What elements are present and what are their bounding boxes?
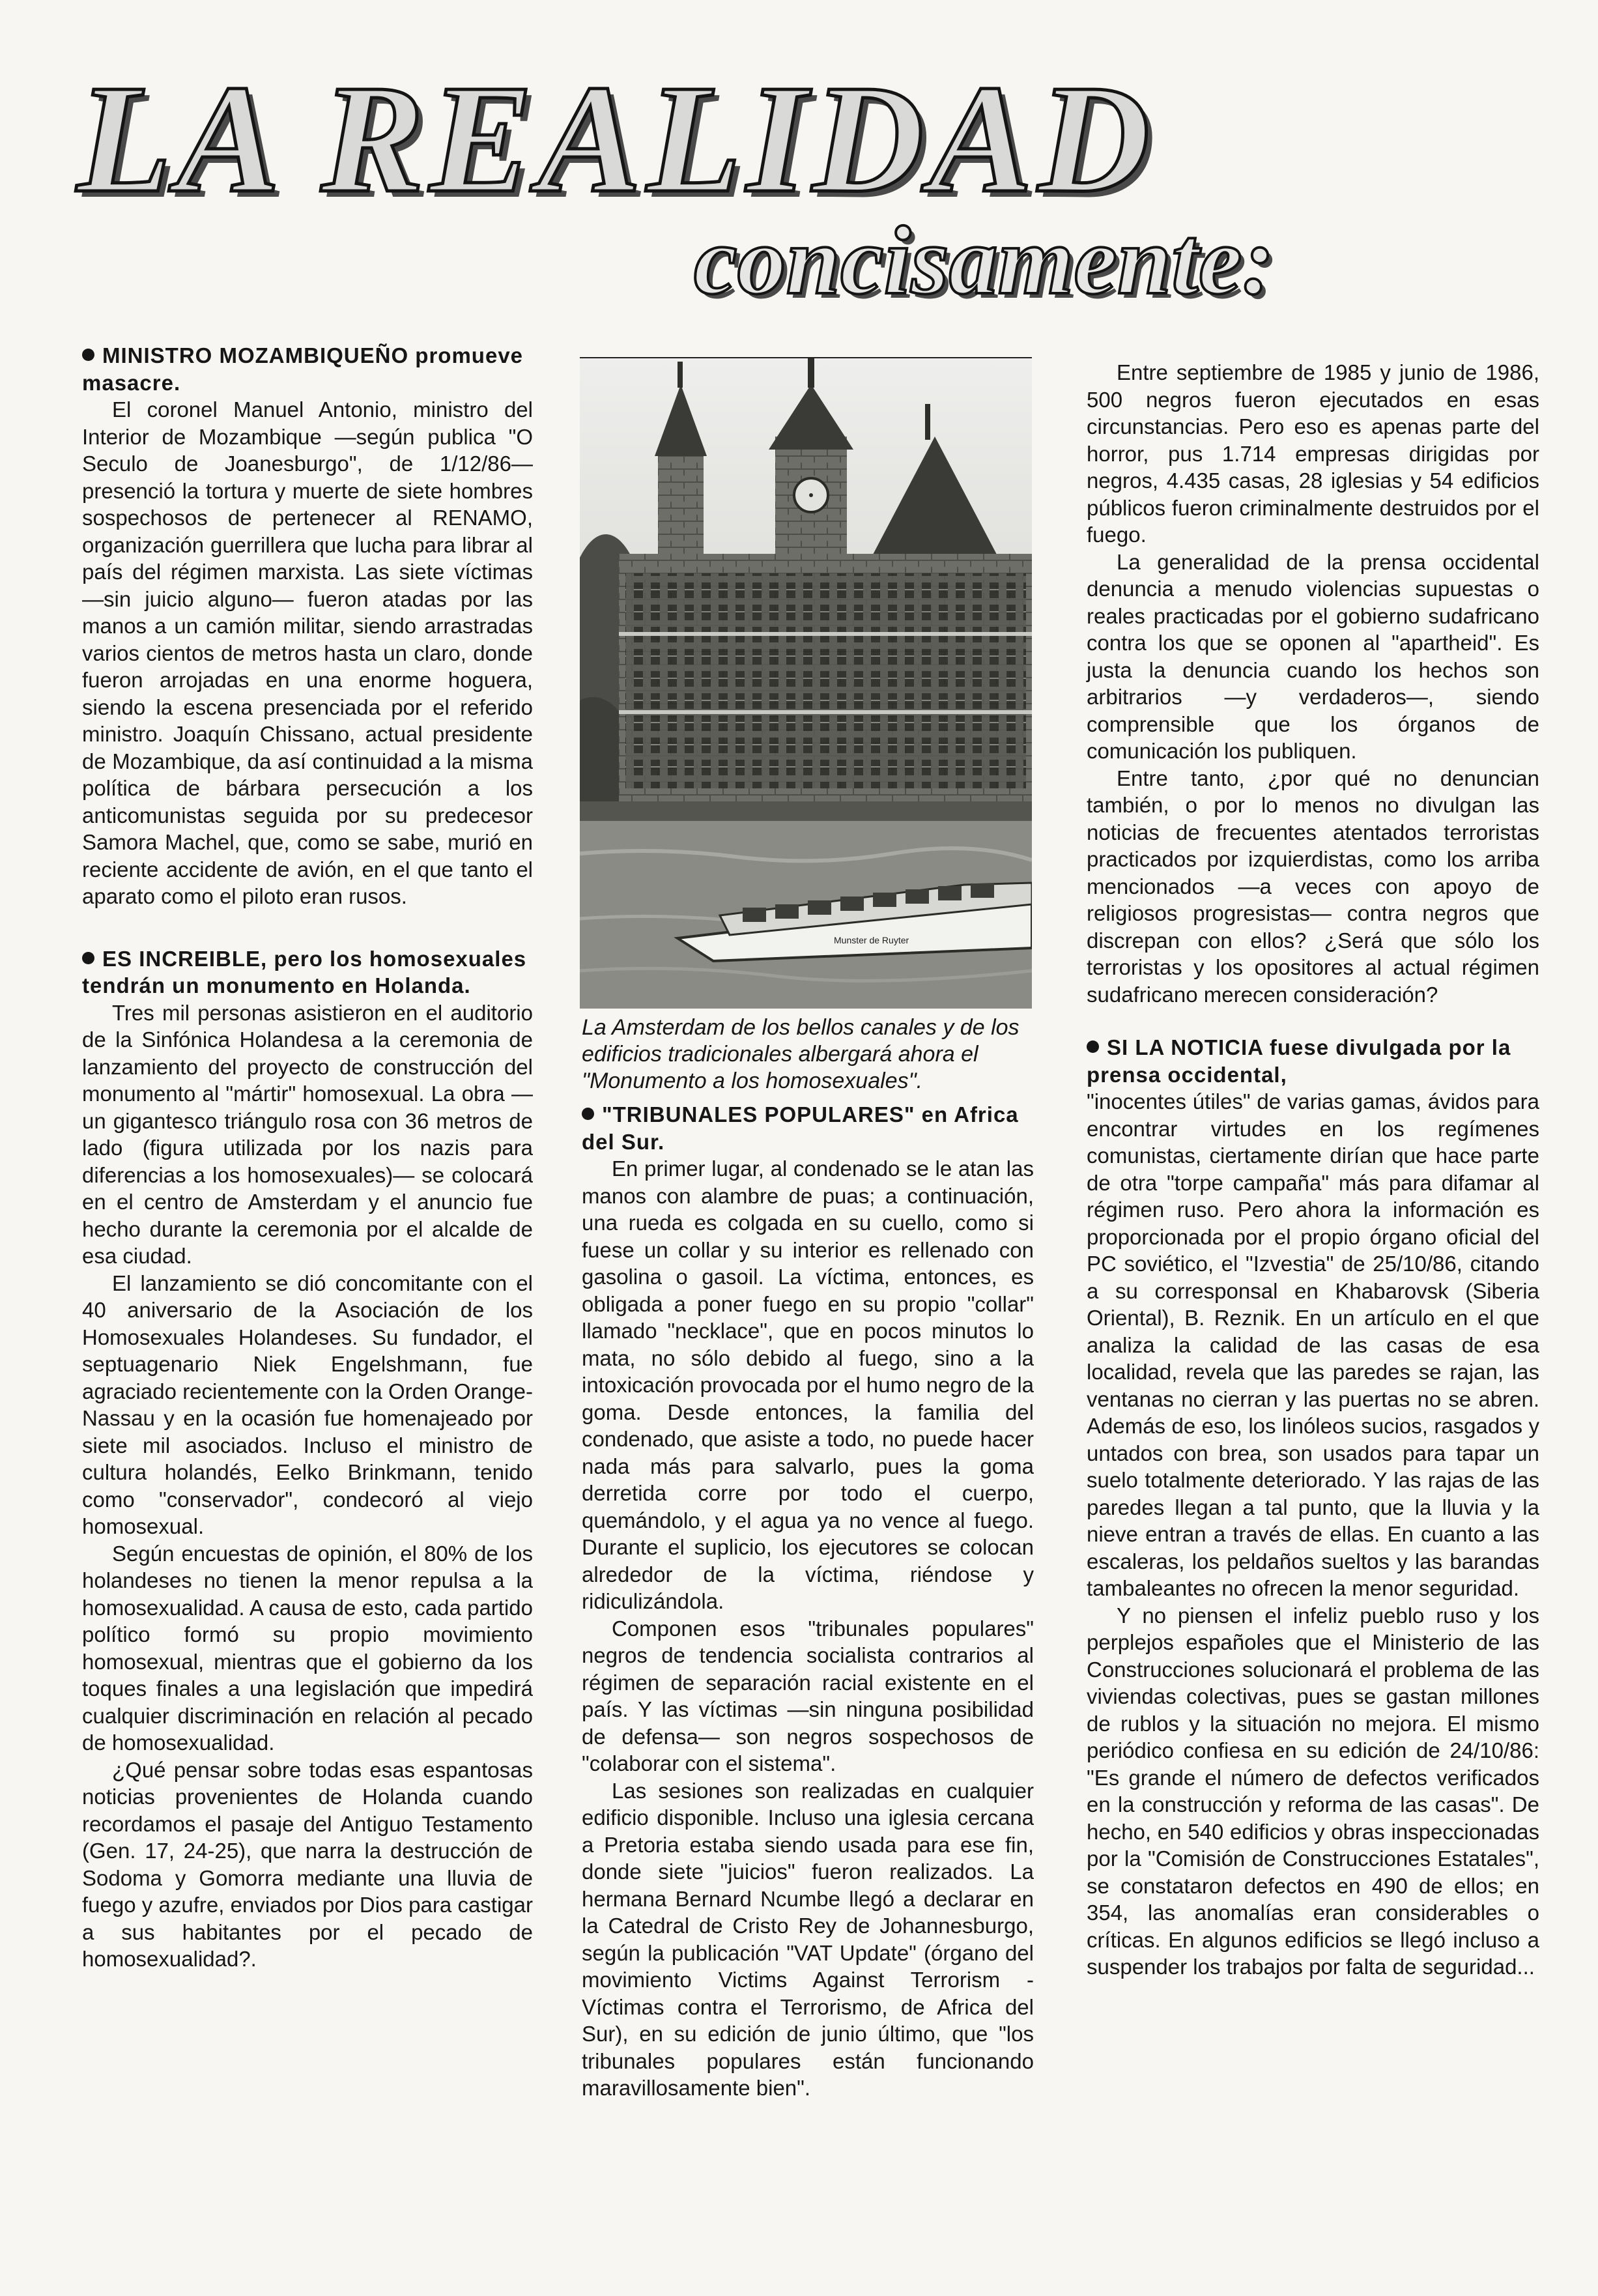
article-heading-mozambique: MINISTRO MOZAMBIQUEÑO promueve masacre. [82, 343, 524, 395]
article-heading-tribunales: "TRIBUNALES POPULARES" en Africa del Sur. [582, 1102, 1019, 1154]
article-paragraph: ¿Qué pensar sobre todas esas espantosas noticias provenientes de Holanda cuando recordamos el pasaje del Antiguo Testamento (Gen. 17, 24-25), que narra la destrucción de Sodoma y Gomorra mediante una lluvia de fuego y azufre, enviados por Dios para castigar a sus habitantes por el pecado de homosexualidad?. [82, 1757, 533, 1971]
article-paragraph: Las sesiones son realizadas en cualquier edificio disponible. Incluso una iglesia cercana a Pretoria estaba siendo usada para ese fin, donde siete "juicios" fueron realizados. La hermana Bernard Ncumbe llegó a declarar en la Catedral de Cristo Rey de Johannesburgo, según la publicación "VAT Update" (órgano del movimiento Victims Against Terrorism - Víctimas contra el Terrorismo, de Africa del Sur), en su edición de junio último, que "los tribunales populares están funcionando maravillosamente bien". [582, 1778, 1034, 2100]
column-left [82, 342, 533, 1973]
column-right [1087, 359, 1539, 1981]
article-paragraph: El lanzamiento se dió concomitante con el 40 aniversario de la Asociación de los Homosexuales Holandeses. Su fundador, el septuagenario Niek Engelshmann, fue agraciado recientemente con la Orden Orange-Nassau y en la ocasión fue homenajeado por siete mil asociados. Incluso el ministro de cultura holandés, Eelko Brinkmann, tenido como "conservador", condecoró al viejo homosexual. [82, 1270, 533, 1538]
boat-label: Munster de Ruyter [834, 935, 909, 945]
column-middle [582, 1101, 1034, 2102]
article-paragraph: En primer lugar, al condenado se le atan las manos con alambre de puas; a continuación, una rueda es colgada en su cuello, como si fuese un collar y su interior es rellenado con gasolina o gasoil. La víctima, entonces, es obligada a poner fuego en su propio "collar" llamado "necklace", que en pocos minutos lo mata, no sólo debido al fuego, sino a la intoxicación provocada por el humo negro de la goma. Desde entonces, la familia del condenado, que asiste a todo, no puede hacer nada más para salvarlo, pues la goma derretida corre por todo el cuerpo, quemándolo, y el agua ya no vence al fuego. Durante el suplicio, los ejecutores se colocan alrededor de la víctima, riéndose y ridiculizándola. [582, 1156, 1034, 1613]
article-paragraph: Según encuestas de opinión, el 80% de los holandeses no tienen la menor repulsa a la homosexualidad. A causa de esto, cada partido político formó su propio movimiento homosexual, mientras que el gobierno da los toques finales a una legislación que impedirá cualquier discriminación en relación al pecado de homosexualidad. [82, 1541, 533, 1755]
page-subtitle: concisamente: [694, 207, 1275, 315]
article-heading-noticia: SI LA NOTICIA fuese divulgada por la prensa occidental, [1087, 1035, 1511, 1087]
article-paragraph: La generalidad de la prensa occidental denuncia a menudo violencias supuestas o reales practicadas por el gobierno sudafricano contra los que se oponen al "apartheid". Es justa la denuncia cuando los hechos son arbitrarios —y verdaderos—, siendo comprensible que los órganos de comunicación los publiquen. [1087, 549, 1539, 763]
amsterdam-station-illustration [580, 358, 1032, 1009]
bullet-icon [82, 349, 94, 361]
article-paragraph: "inocentes útiles" de varias gamas, ávidos para encontrar virtudes en los regímenes comunistas, ciertamente dirían que hace parte de otra "torpe campaña" más para difamar al régimen ruso. Pero ahora la información es proporcionada por el propio órgano oficial del PC soviético, el "Izvestia" de 25/10/86, citando a su corresponsal en Khabarovsk (Siberia Oriental), B. Reznik. En un artículo en el que analiza la calidad de las casas de esa localidad, revela que las paredes se rajan, las ventanas no cierran y las puertas no se abren. Además de eso, los linóleos sucios, rasgados y untados con brea, son usados para tapar un suelo totalmente deteriorado. Y las rajas de las paredes llegan a tal punto, que la lluvia y la nieve entran a través de ellas. En cuanto a las escaleras, los peldaños sueltos y las barandas tambaleantes no ofrecen la menor seguridad. [1087, 1089, 1539, 1600]
article-paragraph: Componen esos "tribunales populares" negros de tendencia socialista contrarios al régimen de separación racial existente en el país. Y las víctimas —sin ninguna posibilidad de defensa— son negros sospechosos de "colaborar con el sistema". [582, 1616, 1034, 1775]
photo-caption: La Amsterdam de los bellos canales y de los edificios tradicionales albergará ahora el "Monumento a los homosexuales". [582, 1015, 1020, 1093]
bullet-icon [82, 952, 94, 964]
page-title: LA REALIDAD [77, 53, 1156, 225]
article-paragraph: Y no piensen el infeliz pueblo ruso y los perplejos españoles que el Ministerio de las Construcciones solucionará el problema de las viviendas colectivas, pues se gastan millones de rublos y la situación no mejora. El mismo periódico confiesa en su edición de 24/10/86: "Es grande el número de defectos verificados en la construcción y reforma de las casas". De hecho, en 540 edificios y obras inspeccionadas por la "Comisión de Construcciones Estatales", se constataron defectos en 490 de ellos; en 354, las anomalías eran considerables o críticas. En algunos edificios se llegó incluso a suspender los trabajos por falta de seguridad... [1087, 1603, 1539, 1979]
article-paragraph: El coronel Manuel Antonio, ministro del Interior de Mozambique —según publica "O Seculo de Joanesburgo", de 1/12/86— presenció la tortura y muerte de siete hombres sospechosos de pertenecer al RENAMO, organización guerrillera que lucha para librar al país del régimen marxista. Las siete víctimas —sin juicio alguno— fueron atadas por las manos a un camión militar, siendo arrastradas varios cientos de metros hasta un claro, donde fueron arrojadas en una enorme hoguera, siendo la escena presenciada por el referido ministro. Joaquín Chissano, actual presidente de Mozambique, da así continuidad a la misma política de bárbara persecución a los anticomunistas seguida por su predecesor Samora Machel, que, como se sabe, murió en reciente accidente de avión, en el que tanto el aparato como el piloto eran rusos. [82, 397, 533, 908]
bullet-icon [1087, 1040, 1099, 1053]
article-paragraph: Entre tanto, ¿por qué no denuncian también, o por lo menos no divulgan las noticias de frecuentes atentados terroristas practicados por izquierdistas, como los arriba mencionados —a veces con apoyo de religiosos progresistas— contra negros que discrepan con ellos? ¿Será que sólo los terroristas y los opositores al actual régimen sudafricano merecen consideración? [1087, 766, 1539, 1007]
bullet-icon [582, 1108, 594, 1120]
article-heading-holanda: ES INCREIBLE, pero los homosexuales tendrán un monumento en Holanda. [82, 946, 527, 997]
article-paragraph: Entre septiembre de 1985 y junio de 1986, 500 negros fueron ejecutados en esas circunstancias. Pero eso es apenas parte del horror, pus 1.714 empresas dirigidas por negros, 4.435 casas, 28 iglesias y 54 edificios públicos fueron criminalmente destruidos por el fuego. [1087, 360, 1539, 547]
article-paragraph: Tres mil personas asistieron en el auditorio de la Sinfónica Holandesa a la ceremonia de lanzamiento del proyecto de construcción del monumento al "mártir" homosexual. La obra —un gigantesco triángulo rosa con 36 metros de lado (figura utilizada por los nazis para diferencias a los homosexuales)— se colocará en el centro de Amsterdam y el anuncio fue hecho durante la ceremonia por el alcalde de esa ciudad. [82, 1000, 533, 1268]
amsterdam-photo [580, 357, 1032, 1009]
